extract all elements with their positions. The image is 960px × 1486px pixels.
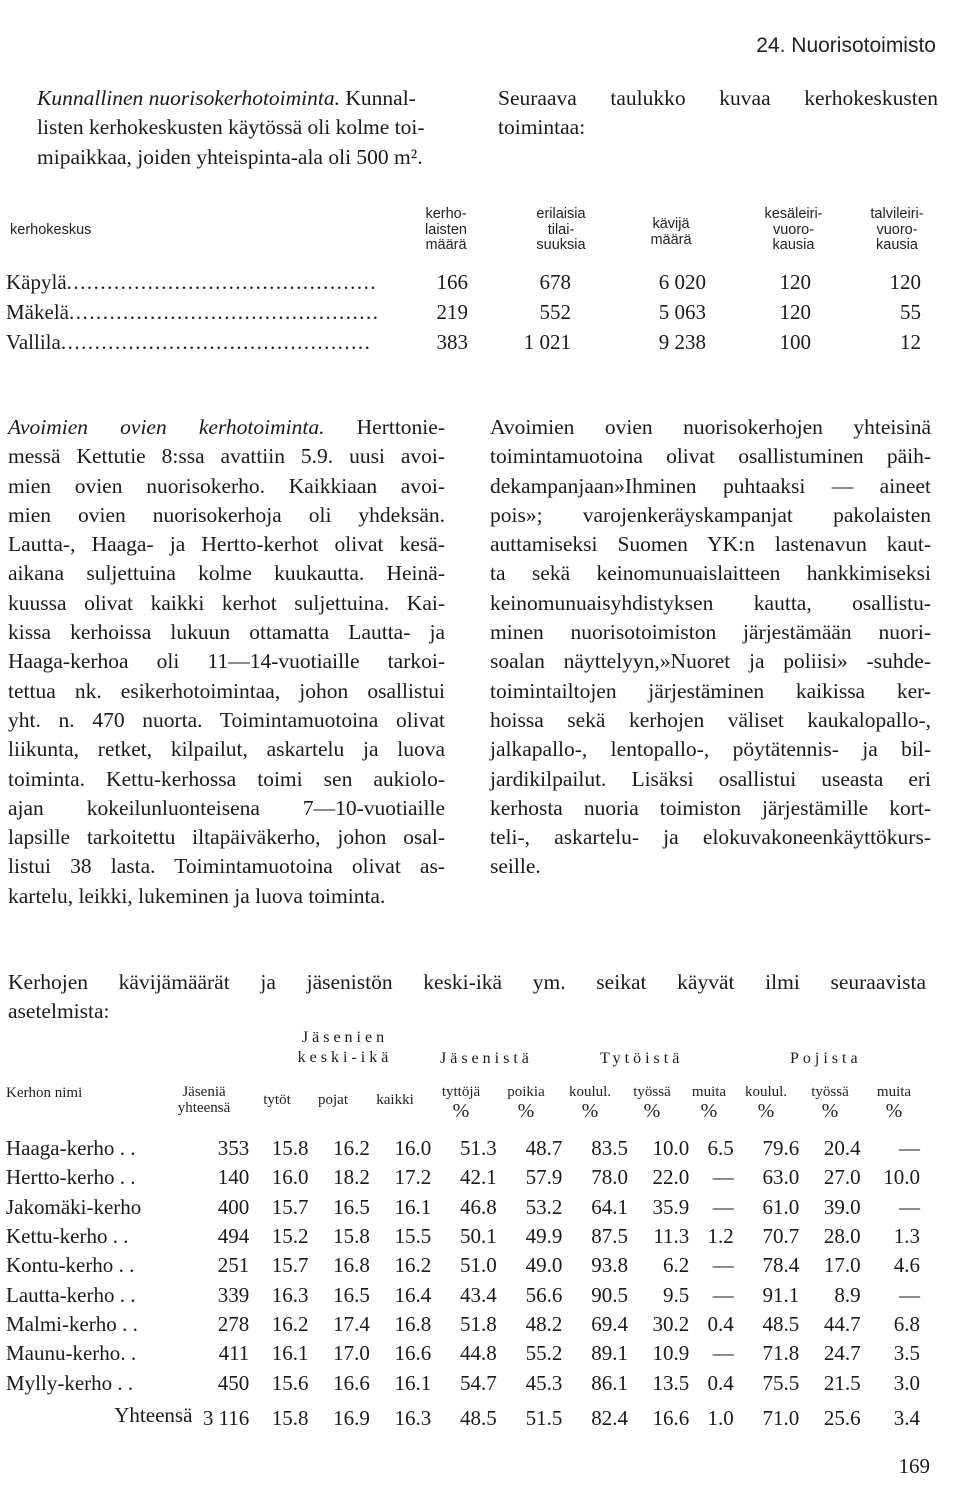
cell-value: 78.4 [762,1253,800,1278]
cell-value: 16.9 [333,1405,370,1430]
cell-value: 71.8 [762,1341,800,1366]
cell-value: 30.2 [652,1311,690,1336]
cell-value: 27.0 [823,1165,861,1190]
para-right-line: toimintamuotoina olivat osallistuminen päih- [490,444,931,469]
table-row [6,327,921,357]
cell-value: 69.4 [591,1311,628,1336]
intro-right [498,84,938,113]
intro-right-line: Seuraava taulukko kuvaa kerhokeskusten [498,86,938,110]
cell-value: 4.6 [893,1253,920,1278]
para-left-line: liikunta, retket, kilpailut, askartelu ja luova [8,737,445,762]
para-left-line: mien ovien nuorisokerhoja oli yhdeksän. [8,502,445,527]
cell-value: — [899,1194,920,1219]
cell-value: 0.4 [707,1370,734,1395]
cell-value: — [712,1341,734,1366]
cell-value: 15.7 [271,1253,309,1278]
row-value: 55 [900,299,921,324]
cell-value: 16.1 [271,1341,309,1366]
cell-value: 411 [218,1341,250,1366]
para-right-line: keinomunuaisyhdistyksen kautta, osallistu- [490,590,931,615]
club-name: Yhteensä [114,1402,193,1427]
col-header-tytot: tytöt [263,1092,291,1108]
table-jasenisto [6,1134,920,1433]
col-header-kesaleiri: kesäleiri- vuoro- kausia [764,206,823,253]
intro-left-line: listen kerhokeskusten käytössä oli kolme toi- [37,115,425,140]
cell-value: 16.6 [333,1370,370,1395]
intro2-line: asetelmista: [8,999,110,1024]
group-header-keski-ika: Jäsenien keski-ikä [297,1029,393,1066]
cell-value: 89.1 [591,1341,628,1366]
cell-value: 10.0 [883,1165,920,1190]
col-header-tilaisuuksia: erilaisia tilai- suuksia [536,206,586,253]
col-header-poikia: poikia % [507,1084,545,1122]
cell-value: 15.8 [271,1405,309,1430]
cell-value: 15.6 [271,1370,309,1395]
col-header-p-koulul: koulul. % [744,1084,788,1122]
cell-value: 86.1 [591,1370,628,1395]
row-value: 166 [436,269,468,294]
cell-value: 43.4 [460,1282,497,1307]
cell-value: 16.2 [333,1136,370,1161]
para-right-line: minen nuorisotoimiston järjestämään nuori- [490,620,931,645]
intro-left-line: Kunnal- [340,86,416,110]
para-left-line: yht. n. 470 nuorta. Toimintamuotoina olivat [8,707,445,732]
cell-value: 35.9 [652,1194,690,1219]
row-value: 12 [900,329,921,354]
club-name: Malmi-kerho . . [6,1311,138,1336]
col-header-p-tyossa: työssä % [811,1084,849,1122]
row-name: Vallila.............................................. [6,329,372,354]
para-left: Avoimien ovien kerhotoiminta. Herttonie- messä Kettutie 8:ssa avattiin 5.9. uusi avoi- mien ovien nuorisokerho. Kaikkiaan avoi- mien ovien nuorisokerhoja oli yhdeksän. Lautta-, Haaga- ja Hertto-kerhot olivat kesä- aikana suljettuina kolme kuukautta. Heinä- kuussa olivat kaikki kerhot suljettuina. Kai- kissa kerhoissa lukuun ottamatta Lautta- ja Haaga-kerhoa oli 11—14-vuotiaille tarkoi- tettua nk. esikerhotoimintaa, johon osallistui yht. n. 470 nuorta. Toimintamuotoina olivat liikunta, retket, kilpailut, askartelu ja luova toiminta. Kettu-kerhossa toimi sen aukiolo- ajan kokeilunluonteisena 7—10-vuotiaille lapsille tarkoitettu iltapäiväkerho, johon osal- listui 38 lasta. Toimintamuotoina olivat as- kartelu, leikki, lukeminen ja luova toiminta. [8,413,445,911]
col-header-t-koulul: koulul. % [568,1084,612,1122]
row-value: 120 [779,269,811,294]
cell-value: 82.4 [591,1405,628,1430]
group-header-tytoista: Tytöistä [600,1050,684,1067]
cell-value: 17.2 [394,1165,432,1190]
para-right-line: hoissa sekä kerhojen väliset kaukalopallo-, [490,707,931,732]
intro-left [37,84,457,172]
para-right-line: auttamiseksi Suomen YK:n lastenavun kaut- [490,532,931,557]
table-row [6,1310,920,1339]
cell-value: 49.9 [525,1224,563,1249]
para-right-line: seille. [490,854,541,879]
cell-value: 70.7 [762,1224,800,1249]
cell-value: 6.2 [663,1253,690,1278]
cell-value: 57.9 [525,1165,563,1190]
cell-value: 450 [217,1370,250,1395]
para-left-line: ajan kokeilunluonteisena 7—10-vuotiaille [8,795,445,820]
row-value: 120 [889,269,921,294]
table-row [6,267,921,297]
col-header-pojat: pojat [318,1092,348,1108]
table-row [6,297,921,327]
cell-value: 48.7 [525,1136,563,1161]
row-value: 1 021 [523,329,571,354]
club-name: Mylly-kerho . . [6,1370,134,1395]
cell-value: 54.7 [460,1370,497,1395]
row-value: 9 238 [658,329,706,354]
para-left-line: kartelu, leikki, lukeminen ja luova toiminta. [8,883,386,908]
col-header-kerhokeskus: kerhokeskus [10,222,92,238]
cell-value: 3.0 [893,1370,920,1395]
cell-value: 339 [217,1282,250,1307]
intro2 [8,968,926,1027]
cell-value: — [899,1136,920,1161]
cell-value: — [712,1253,734,1278]
para-left-line: aikana suljettuina kolme kuukautta. Heinä- [8,561,445,586]
col-header-kavijamaara: kävijä määrä [650,216,692,248]
cell-value: 16.5 [333,1282,370,1307]
cell-value: 42.1 [460,1165,497,1190]
cell-value: 353 [217,1136,250,1161]
cell-value: 16.1 [394,1194,432,1219]
col-header-p-muita: muita % [876,1084,912,1122]
cell-value: 55.2 [525,1341,563,1366]
cell-value: 16.6 [652,1405,690,1430]
cell-value: 46.8 [460,1194,497,1219]
para-right-line: jalkapallo-, lentopallo-, pöytätennis- ja bil- [490,737,931,762]
para-right-line: teli-, askartelu- ja elokuvakoneenkäyttökurs- [490,825,931,850]
cell-value: 91.1 [762,1282,800,1307]
cell-value: 251 [217,1253,250,1278]
page-header: 24. Nuorisotoimisto [756,34,936,57]
cell-value: 8.9 [834,1282,861,1307]
club-name: Maunu-kerho. . [6,1341,137,1366]
cell-value: 16.4 [394,1282,432,1307]
cell-value: 17.0 [823,1253,861,1278]
col-header-talvileiri: talvileiri- vuoro- kausia [870,206,924,253]
cell-value: 44.7 [823,1311,861,1336]
club-name: Lautta-kerho . . [6,1282,136,1307]
para-left-line: Haaga-kerhoa oli 11—14-vuotiaille tarkoi- [8,649,445,674]
club-name: Jakomäki-kerho [6,1194,142,1219]
cell-value: 51.0 [460,1253,497,1278]
row-value: 552 [539,299,571,324]
group-header-pojista: Pojista [790,1050,862,1067]
para-right-line: ta sekä keinomunuaislaitteen hankkimiseksi [490,561,931,586]
cell-value: 3.5 [893,1341,920,1366]
cell-value: 10.0 [652,1136,690,1161]
intro2-line: Kerhojen kävijämäärät ja jäsenistön keski-ikä ym. seikat käyvät ilmi seuraavista [8,970,926,994]
para-left-line: listui 38 lasta. Toimintamuotoina olivat as- [8,854,445,879]
cell-value: 61.0 [762,1194,800,1219]
cell-value: 16.3 [271,1282,309,1307]
cell-value: 48.5 [460,1405,497,1430]
cell-value: 6.8 [893,1311,920,1336]
table1-body [6,267,921,357]
cell-value: 17.4 [333,1311,370,1336]
cell-value: 16.1 [394,1370,432,1395]
row-value: 219 [436,299,468,324]
cell-value: — [712,1194,734,1219]
cell-value: 45.3 [525,1370,563,1395]
cell-value: 16.0 [271,1165,309,1190]
club-name: Hertto-kerho . . [6,1165,136,1190]
para-left-line: Lautta-, Haaga- ja Hertto-kerhot olivat kesä- [8,532,445,557]
cell-value: 16.8 [394,1311,432,1336]
row-name: Käpylä.............................................. [6,269,378,294]
cell-value: 50.1 [460,1224,497,1249]
cell-value: 16.6 [394,1341,432,1366]
cell-value: 49.0 [525,1253,563,1278]
cell-value: 48.2 [525,1311,563,1336]
para-right-line: kerhosta nuoria toimiston järjestämille kort- [490,795,931,820]
table-row [6,1134,920,1163]
cell-value: 278 [217,1311,250,1336]
row-value: 678 [539,269,571,294]
cell-value: 44.8 [460,1341,497,1366]
para-right-line: dekampanjaan»Ihminen puhtaaksi — aineet [490,473,931,498]
para-left-italic: Avoimien ovien kerhotoiminta. [8,415,325,439]
cell-value: 87.5 [591,1224,628,1249]
cell-value: 15.5 [394,1224,432,1249]
cell-value: 1.0 [707,1405,734,1430]
para-left-line: kissa kerhoissa lukuun ottamatta Lautta- ja [8,620,445,645]
row-value: 100 [779,329,811,354]
para-right [490,413,931,882]
cell-value: 78.0 [591,1165,628,1190]
cell-value: 15.7 [271,1194,309,1219]
group-header-jasenista: Jäsenistä [440,1050,533,1067]
col-header-name: Kerhon nimi [6,1085,83,1101]
cell-value: 16.2 [394,1253,432,1278]
cell-value: 71.0 [762,1405,800,1430]
cell-value: 10.9 [652,1341,690,1366]
cell-value: 16.8 [333,1253,370,1278]
cell-value: 9.5 [663,1282,690,1307]
cell-value: 15.8 [333,1224,370,1249]
cell-value: — [712,1165,734,1190]
cell-value: 51.3 [460,1136,497,1161]
cell-value: 3.4 [893,1405,920,1430]
cell-value: 39.0 [823,1194,861,1219]
cell-value: 53.2 [525,1194,563,1219]
cell-value: 1.3 [893,1224,920,1249]
para-left-line: toiminta. Kettu-kerhossa toimi sen aukiolo- [8,766,445,791]
table-row [6,1280,920,1309]
table-row [6,1222,920,1251]
table-row [6,1339,920,1368]
para-left-line: tettua nk. esikerhotoimintaa, johon osallistui [8,678,445,703]
cell-value: 93.8 [591,1253,628,1278]
cell-value: 64.1 [591,1194,628,1219]
cell-value: 16.5 [333,1194,370,1219]
page-number: 169 [898,1454,930,1478]
cell-value: 11.3 [653,1224,690,1249]
cell-value: 15.2 [271,1224,309,1249]
para-left-line: lapsille tarkoitettu iltapäiväkerho, johon osal- [8,825,445,850]
cell-value: 75.5 [762,1370,800,1395]
table-row [6,1368,920,1397]
cell-value: 494 [217,1224,250,1249]
col-header-t-muita: muita % [691,1084,727,1122]
cell-value: 0.4 [707,1311,734,1336]
cell-value: 51.5 [525,1405,563,1430]
table-kerhokeskus [6,205,936,357]
table-row [6,1193,920,1222]
col-header-total: Jäseniä yhteensä [177,1084,231,1116]
cell-value: — [899,1282,920,1307]
table-jasenisto-header [0,1028,960,1132]
cell-value: 28.0 [823,1224,861,1249]
cell-value: 16.0 [394,1136,432,1161]
para-right-line: toimintailtojen järjestäminen kaikissa ker- [490,678,931,703]
para-left-line: messä Kettutie 8:ssa avattiin 5.9. uusi avoi- [8,444,445,469]
total-row [6,1398,920,1433]
cell-value: 63.0 [762,1165,800,1190]
para-right-line: jardikilpailut. Lisäksi osallistui useasta eri [490,766,931,791]
cell-value: 1.2 [707,1224,734,1249]
cell-value: 16.2 [271,1311,309,1336]
cell-value: — [712,1282,734,1307]
cell-value: 79.6 [762,1136,800,1161]
para-right-line: Avoimien ovien nuorisokerhojen yhteisinä [490,415,931,439]
table-row [6,1163,920,1192]
cell-value: 20.4 [823,1136,861,1161]
cell-value: 83.5 [591,1136,628,1161]
row-value: 383 [436,329,468,354]
cell-value: 21.5 [823,1370,861,1395]
cell-value: 22.0 [652,1165,690,1190]
col-header-kaikki: kaikki [376,1092,414,1108]
cell-value: 13.5 [652,1370,690,1395]
cell-value: 400 [217,1194,250,1219]
para-right-line: pois»; varojenkeräyskampanjat pakolaisten [490,502,931,527]
para-left-line: kuussa olivat kaikki kerhot suljettuina. Kai- [8,590,445,615]
row-value: 120 [779,299,811,324]
row-name: Mäkelä.............................................. [6,299,380,324]
row-value: 6 020 [658,269,706,294]
cell-value: 17.0 [333,1341,370,1366]
intro-left-line: mipaikkaa, joiden yhteispinta-ala oli 500 m². [37,144,423,169]
cell-value: 48.5 [762,1311,800,1336]
cell-value: 16.3 [394,1405,432,1430]
cell-value: 3 116 [202,1405,250,1430]
para-right-line: soalan näyttelyyn,»Nuoret ja poliisi» -suhde- [490,649,931,674]
cell-value: 6.5 [707,1136,734,1161]
intro-left-italic: Kunnallinen nuorisokerhotoiminta. [37,86,340,110]
cell-value: 15.8 [271,1136,309,1161]
col-header-t-tyossa: työssä % [633,1084,671,1122]
cell-value: 25.6 [823,1405,861,1430]
cell-value: 24.7 [823,1341,861,1366]
cell-value: 140 [217,1165,250,1190]
para-left-line: mien ovien nuorisokerho. Kaikkiaan avoi- [8,473,445,498]
table-row [6,1251,920,1280]
row-value: 5 063 [658,299,706,324]
club-name: Kontu-kerho . . [6,1253,135,1278]
cell-value: 18.2 [333,1165,370,1190]
cell-value: 51.8 [460,1311,497,1336]
cell-value: 56.6 [525,1282,563,1307]
col-header-tyttoja: tyttöjä % [441,1084,481,1122]
cell-value: 90.5 [591,1282,628,1307]
club-name: Haaga-kerho . . [6,1136,136,1161]
col-header-kerholaisten: kerho- laisten määrä [425,206,467,253]
club-name: Kettu-kerho . . [6,1224,129,1249]
intro-right-last: toimintaa: [498,115,586,139]
